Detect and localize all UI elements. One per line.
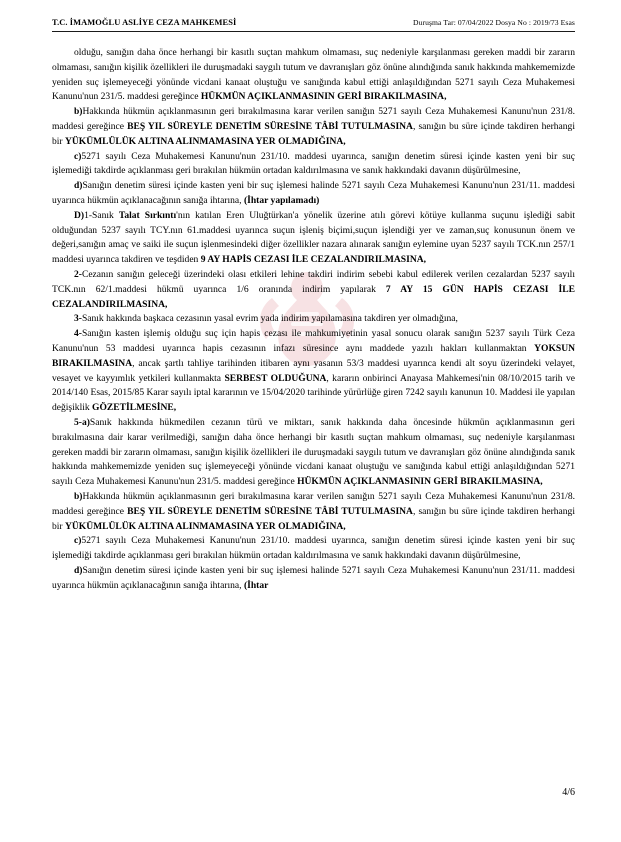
emphasis-text: b) (74, 106, 83, 118)
body-text: Sanığın denetim süresi içinde kasten yeni bir suç işlemesi halinde 5271 sayılı Ceza Muhakemesi Kanunu'nun 231/11. maddesi uyarınca hükmün açıklanacağının sanığa ihtarına, (52, 564, 575, 591)
emphasis-text: b) (74, 490, 83, 502)
emphasis-text: d) (74, 180, 83, 192)
emphasis-text: (İhtar yapılamadı) (243, 194, 320, 206)
body-text: Sanık hakkında başkaca cezasının yasal evrim yada indirim yapılamasına takdiren yer olmadığına, (81, 313, 458, 325)
body-text: 5271 sayılı Ceza Muhakemesi Kanunu'nun 231/10. maddesi uyarınca, sanığın denetim süresi içinde kasten yeni bir suç işlemediği takdirde açıklanması geri bırakılan hükmün ortadan kaldırılmasına ve sanık hakkındaki davanın düşürülmesine, (52, 535, 575, 562)
emphasis-text: BEŞ YIL SÜREYLE DENETİM SÜRESİNE TÂBİ TUTULMASINA (127, 505, 413, 517)
paragraph (52, 534, 575, 564)
emphasis-text: 5-a) (74, 416, 90, 428)
body-text: 1-Sanık (84, 209, 119, 221)
header-divider (52, 31, 575, 32)
emphasis-text: 7 AY 15 GÜN HAPİS CEZASI İLE CEZALANDIRILMASINA, (52, 283, 575, 310)
emphasis-text: (İhtar (243, 579, 269, 591)
emphasis-text: c) (74, 150, 82, 162)
emphasis-text: 9 AY HAPİS CEZASI İLE CEZALANDIRILMASINA, (200, 254, 427, 266)
body-text: Sanık hakkında hükmedilen cezanın türü ve miktarı, sanık hakkında daha öncesinde hükmün açıklanmasının geri bırakılmasına dair karar verilmediği, sanığın daha önce herhangi bir kasıtlı suçtan mahkum olmaması, suç nedeniyle karşılanması gereken maddi bir zararın olmaması, sanığın kişilik özellikleri ile duruşmadaki saygılı tutum ve davranışları göz önüne alındığında sanık hakkında mahkememizde yeniden suç işlemeyeceği yönünde vicdani kanaat oluştuğu ve sanığında kabul ettiği anlaşıldığından 5271 sayılı Ceza Muhakemesi Kanunu'nun 231/5. maddesi gereğince (52, 416, 575, 488)
emphasis-text: YÜKÜMLÜLÜK ALTINA ALINMAMASINA YER OLMADIĞINA, (65, 520, 346, 532)
emphasis-text: Talat Sırkıntı (118, 209, 177, 221)
body-text: , kararın onbirinci Anayasa Mahkemesi'nin 08/10/2015 tarih ve 2014/140 Esas, 2015/85 Karar sayılı iptal kararının ve 15/04/2020 tarihinde yürürlüğe giren 7242 sayılı kanunun 10. Maddesi ile yapılan değişiklik (52, 372, 575, 414)
paragraph (52, 46, 575, 105)
paragraph (52, 312, 575, 327)
emphasis-text: 4- (74, 328, 82, 340)
body-text: , sanığın bu süre içinde takdiren herhangi bir (52, 120, 575, 147)
court-name: T.C. İMAMOĞLU ASLİYE CEZA MAHKEMESİ (52, 18, 237, 27)
emphasis-text: YOKSUN BIRAKILMASINA (52, 342, 575, 369)
body-text: Hakkında hükmün açıklanmasının geri bırakılmasına karar verilen sanığın 5271 sayılı Ceza Muhakemesi Kanunu'nun 231/8. maddesi gereğince (52, 106, 575, 132)
emphasis-text: c) (74, 535, 82, 547)
body-text: Sanığın denetim süresi içinde kasten yeni bir suç işlemesi halinde 5271 sayılı Ceza Muhakemesi Kanunu'nun 231/11. maddesi uyarınca hükmün açıklanacağının sanığa ihtarına, (52, 180, 575, 206)
emphasis-text: HÜKMÜN AÇIKLANMASININ GERİ BIRAKILMASINA, (297, 476, 543, 488)
page-header (52, 18, 575, 27)
paragraph (52, 327, 575, 416)
emphasis-text: BEŞ YIL SÜREYLE DENETİM SÜRESİNE TÂBİ TUTULMASINA (127, 120, 413, 132)
paragraph (52, 209, 575, 268)
body-text: olduğu, sanığın daha önce herhangi bir kasıtlı suçtan mahkum olmaması, suç nedeniyle karşılanması gereken maddi bir zararın olmaması, sanığın kişilik özellikleri ile duruşmadaki saygılı tutum ve davranışları göz önüne alındığında sanık hakkında mahkememizde yeniden suç işlemeyeceği yönünde vicdani kanaat oluştuğu ve sanığında kabul ettiği anlaşıldığından 5271 sayılı Ceza Muhakemesi Kanunu'nun 231/5. maddesi gereğince (52, 47, 575, 103)
body-text: , ancak şartlı tahliye tarihinden itibaren aynı yasanın 53/3 maddesi uyarınca kendi alt soyu üzerindeki velayet, vesayet ve kayyımlık yetkileri kullanmakta (52, 357, 575, 384)
paragraph (52, 564, 575, 594)
case-meta: Duruşma Tar: 07/04/2022 Dosya No : 2019/73 Esas (412, 18, 575, 27)
body-text: , sanığın bu süre içinde takdiren herhangi bir (52, 505, 575, 532)
paragraph (52, 268, 575, 312)
emphasis-text: D) (74, 209, 85, 221)
emphasis-text: GÖZETİLMESİNE, (92, 402, 177, 414)
emphasis-text: 3- (74, 313, 82, 325)
emphasis-text: SERBEST OLDUĞUNA (224, 372, 327, 384)
page-number: 4/6 (562, 787, 575, 798)
body-text: 5271 sayılı Ceza Muhakemesi Kanunu'nun 231/10. maddesi uyarınca, sanığın denetim süresi içinde kasten yeni bir suç işlemediği takdirde açıklanması geri bırakılan hükmün ortadan kaldırılmasına ve sanık hakkındaki davanın düşürülmesine, (52, 150, 575, 177)
paragraph (52, 179, 575, 209)
emphasis-text: HÜKMÜN AÇIKLANMASININ GERİ BIRAKILMASINA, (200, 91, 447, 103)
body-text: Sanığın kasten işlemiş olduğu suç için hapis cezası ile mahkumiyetinin yasal sonucu olarak sanığın 5237 sayılı Türk Ceza Kanunu'nun 53 maddesi uyarınca hapis cezasının infazı süresince aynı maddede yazılı hakları kullanmaktan (52, 328, 575, 354)
emphasis-text: YÜKÜMLÜLÜK ALTINA ALINMAMASINA YER OLMADIĞINA, (65, 135, 346, 147)
paragraph (52, 105, 575, 149)
emphasis-text: d) (74, 564, 83, 576)
paragraph (52, 416, 575, 490)
body-text: Hakkında hükmün açıklanmasının geri bırakılmasına karar verilen sanığın 5271 sayılı Ceza Muhakemesi Kanunu'nun 231/8. maddesi gereğince (52, 490, 575, 517)
body-text: Cezanın sanığın geleceği üzerindeki olası etkileri lehine takdiri indirim sebebi kabul edilerek verilen cezalardan 5237 sayılı TCK.nın 62/1.maddesi hükmü uyarınca 1/6 oranında indirim yapılarak (52, 268, 575, 295)
emphasis-text: 2- (74, 268, 82, 280)
document-body (52, 46, 575, 593)
paragraph (52, 490, 575, 534)
body-text: 'nın katılan Eren Uluğtürkan'a yönelik üzerine atılı görevi kötüye kullanma suçunu işlediği sabit olduğundan 5237 sayılı TCY.nın 61.maddesi uyarınca suçun işleniş biçimi,suçun işlendiği yer ve zaman,suç konusunun önem ve değeri,sanığın amaç ve saiki ile suçun işlenmesindeki diğer özellikler nazara alınarak sanığın eylemine uyan 5237 sayılı TCK.nın 257/1 maddesi uyarınca takdiren ve teşdiden (52, 209, 575, 266)
paragraph (52, 150, 575, 180)
